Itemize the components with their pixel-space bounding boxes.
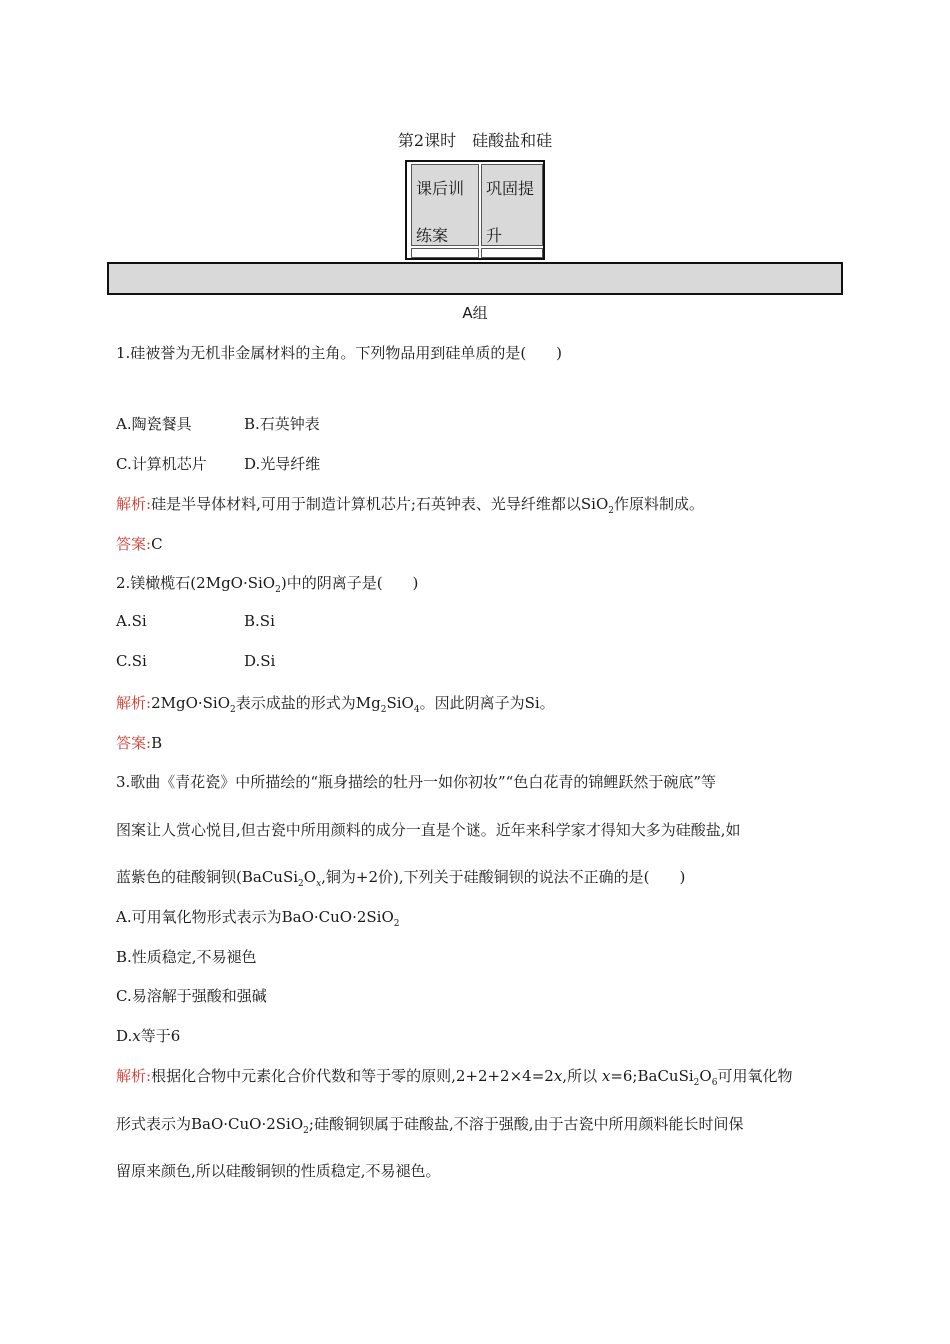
q2-answer [116, 732, 162, 753]
q2-option-a: A.Si [116, 612, 147, 630]
q2-analysis-sub1: 2 [230, 705, 236, 715]
q1-analysis-text-end: 作原料制成。 [614, 495, 705, 513]
q2-stem [116, 572, 418, 595]
q3-an1-sub1: 2 [693, 1078, 700, 1088]
q2-options-row2 [116, 652, 276, 670]
q2-stem-text-end: )中的阴离子是( ) [280, 574, 419, 592]
q2-answer-value: B [151, 734, 163, 752]
q3-stem-line2: 图案让人赏心悦目,但古瓷中所用颜料的成分一直是个谜。近年来科学家才得知大多为硅酸盐,如 [116, 821, 741, 839]
q3-option-a-sub: 2 [393, 919, 400, 929]
q1-answer-value: C [151, 535, 163, 553]
q3-stem3-text3: ,铜为+2价),下列关于硅酸铜钡的说法不正确的是( ) [321, 868, 686, 886]
q2-stem-text: 2.镁橄榄石(2MgO·SiO [116, 574, 276, 592]
group-label: A组 [462, 304, 488, 322]
badge-underline-left [411, 248, 479, 258]
q3-stem3-text: 蓝紫色的硅酸铜钡(BaCuSi [116, 868, 299, 886]
q1-analysis-label: 解析: [116, 495, 152, 513]
q1-stem: 1.硅被誉为无机非金属材料的主角。下列物品用到硅单质的是( ) [116, 344, 563, 362]
q3-stem-line3 [116, 866, 685, 889]
q3-an1-text2: ,所以 [562, 1067, 602, 1085]
q3-option-b: B.性质稳定,不易褪色 [116, 948, 257, 966]
q2-answer-label: 答案: [116, 734, 152, 752]
q3-stem3-text2: O [303, 868, 317, 886]
q2-option-c: C.Si [116, 652, 147, 670]
q3-an2-text: 形式表示为BaO·CuO·2SiO [116, 1115, 304, 1133]
q2-analysis-sub2: 2 [380, 705, 387, 715]
section-badge [405, 160, 545, 260]
q3-an1-text5: 可用氧化物 [717, 1067, 793, 1085]
q1-analysis-text: 硅是半导体材料,可用于制造计算机芯片;石英钟表、光导纤维都以SiO [151, 495, 609, 513]
badge-left-line1: 课后训 [416, 179, 465, 198]
badge-underline-right [481, 248, 543, 258]
q2-options-row1 [116, 612, 275, 630]
q1-option-b: B.石英钟表 [244, 415, 320, 433]
q3-option-c: C.易溶解于强酸和强碱 [116, 987, 267, 1005]
q3-analysis-line2 [116, 1113, 743, 1136]
q1-answer [116, 533, 163, 554]
q1-option-d: D.光导纤维 [244, 455, 321, 473]
q3-option-d [116, 1025, 180, 1046]
q2-analysis-sub3: 4 [413, 705, 420, 715]
q3-stem3-sub1: 2 [298, 879, 304, 889]
q1-analysis-sub: 2 [608, 506, 614, 516]
q1-analysis [116, 493, 704, 516]
q2-analysis-text3: SiO [386, 694, 414, 712]
badge-left-line2: 练案 [416, 226, 449, 245]
badge-cell-left [411, 164, 479, 246]
q3-analysis-line1 [116, 1065, 792, 1088]
q2-analysis [116, 692, 555, 715]
section-divider-bar [107, 262, 843, 295]
lesson-topic: 硅酸盐和硅 [472, 131, 553, 150]
q3-an1-text3: =6;BaCuSi [610, 1067, 694, 1085]
q3-option-d-text: 等于6 [140, 1027, 181, 1045]
q1-option-c: C.计算机芯片 [116, 455, 207, 473]
q2-analysis-text2: 表示成盐的形式为Mg [235, 694, 381, 712]
q3-an1-var: x [553, 1067, 563, 1085]
q1-options-row2 [116, 453, 321, 474]
q2-option-d: D.Si [244, 652, 276, 670]
badge-right-line1: 巩固提 [486, 179, 535, 198]
lesson-title [0, 128, 950, 151]
q3-an1-text4: O [699, 1067, 712, 1085]
q2-analysis-text: 2MgO·SiO [151, 694, 231, 712]
q1-options-row1 [116, 413, 320, 434]
q3-an2-text2: ;硅酸铜钡属于硅酸盐,不溶于强酸,由于古瓷中所用颜料能长时间保 [308, 1115, 744, 1133]
q3-stem-line1: 3.歌曲《青花瓷》中所描绘的“瓶身描绘的牡丹一如你初妆”“色白花青的锦鲤跃然于碗底”等 [116, 773, 716, 791]
q3-option-d-prefix: D. [116, 1027, 133, 1045]
q1-answer-label: 答案: [116, 535, 152, 553]
lesson-number: 第2课时 [397, 131, 457, 150]
q3-analysis-line3: 留原来颜色,所以硅酸铜钡的性质稳定,不易褪色。 [116, 1162, 441, 1180]
q3-an1-sub2: 6 [711, 1078, 718, 1088]
q3-stem3-sub2: x [316, 879, 322, 889]
q2-stem-sub: 2 [275, 585, 281, 595]
q3-option-a-text: A.可用氧化物形式表示为BaO·CuO·2SiO [116, 908, 394, 926]
q3-option-d-var: x [132, 1027, 141, 1045]
q3-an1-text: 根据化合物中元素化合价代数和等于零的原则,2+2+2×4=2 [151, 1067, 554, 1085]
q1-option-a: A.陶瓷餐具 [116, 415, 192, 433]
badge-right-line2: 升 [486, 226, 503, 245]
q3-an1-var2: x [601, 1067, 611, 1085]
q2-option-b: B.Si [244, 612, 275, 630]
badge-cell-right [481, 164, 543, 246]
q2-analysis-label: 解析: [116, 694, 152, 712]
q3-an2-sub: 2 [303, 1126, 309, 1136]
q3-analysis-label: 解析: [116, 1067, 152, 1085]
q2-analysis-text4: 。因此阴离子为Si。 [419, 694, 555, 712]
q3-option-a [116, 906, 400, 929]
